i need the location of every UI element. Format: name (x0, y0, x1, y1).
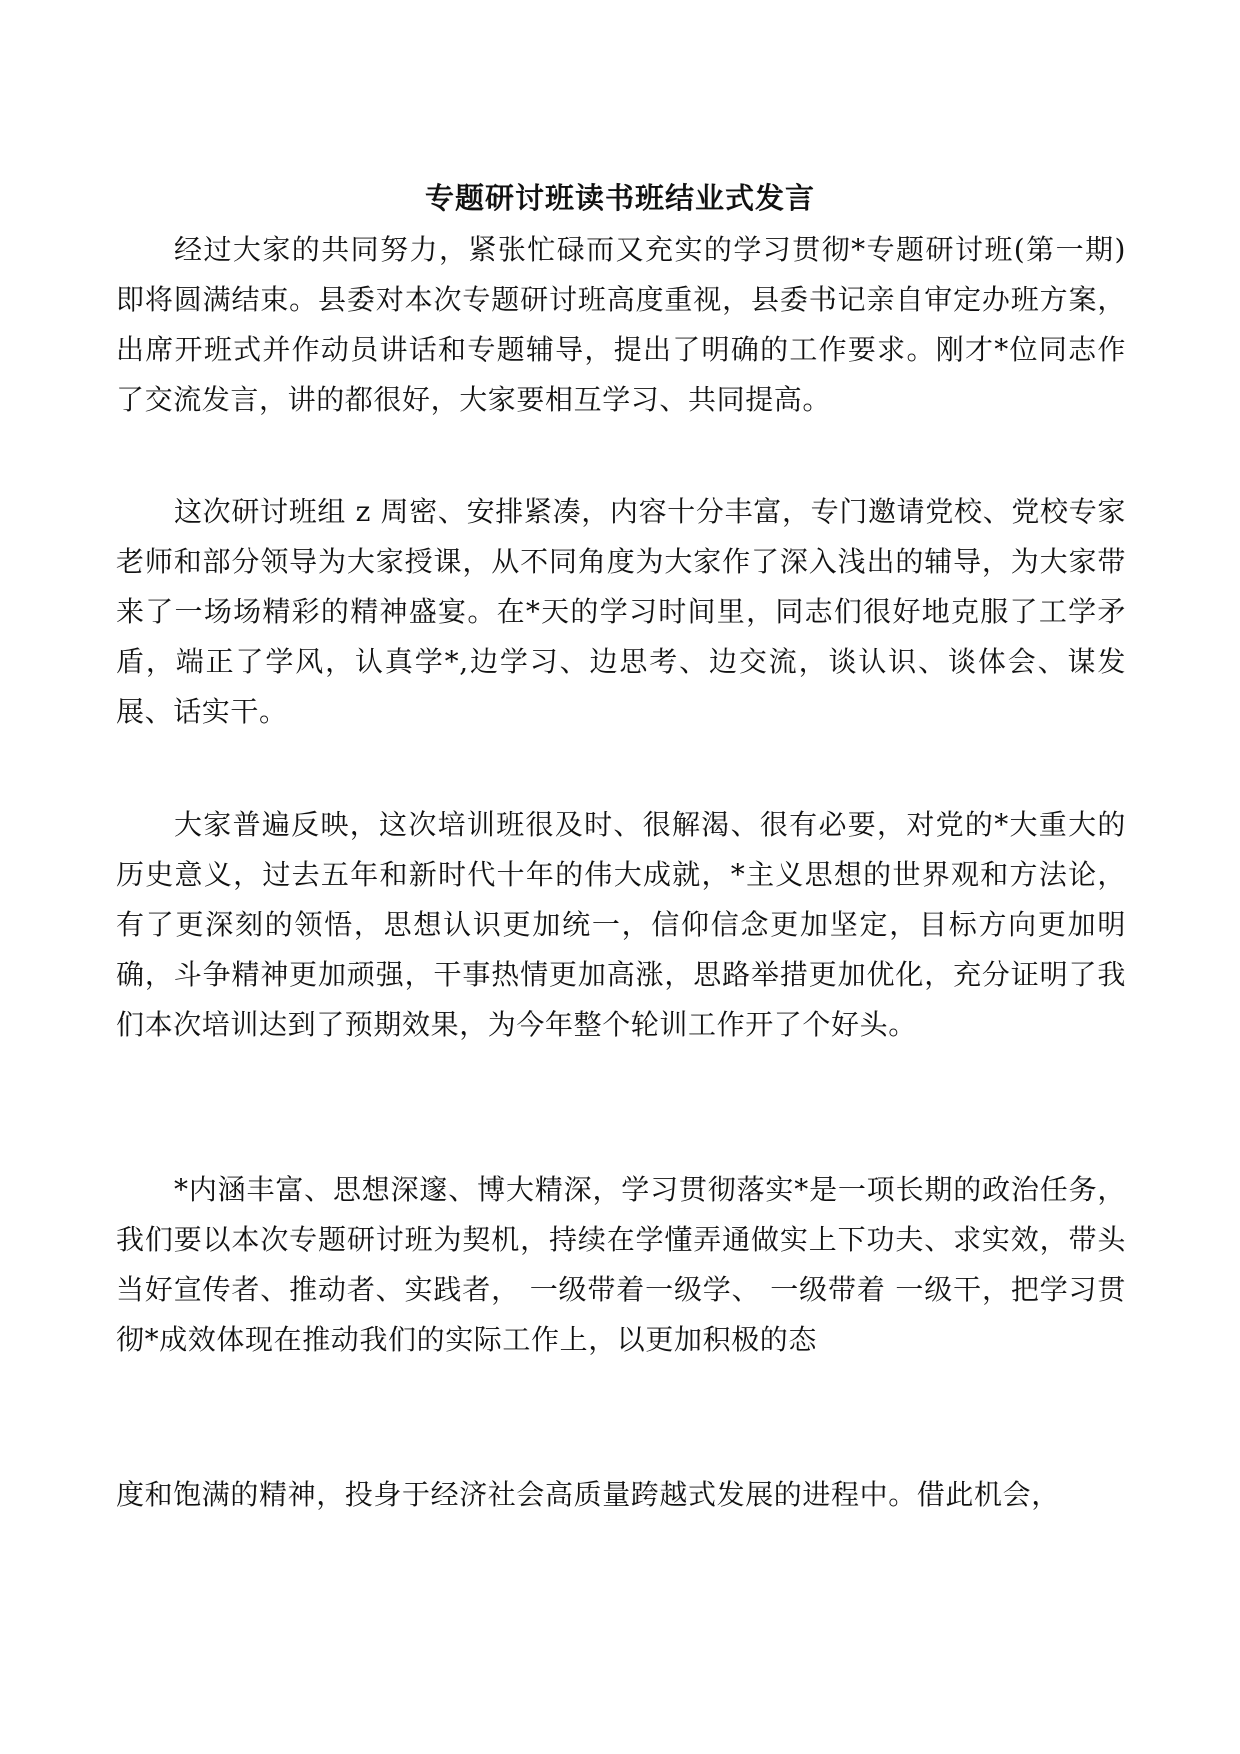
document-title: 专题研讨班读书班结业式发言 (424, 181, 815, 215)
paragraph-4: *内涵丰富、思想深邃、博大精深，学习贯彻落实*是一项长期的政治任务，我们要以本次专题研讨班为契机，持续在学懂弄通做实上下功夫、求实效，带头当好宣传者、推动者、实践者， 一级带着一级学、 一级带着 一级干，把学习贯彻*成效体现在推动我们的实际工作上，以更加积极的态 (116, 1173, 1126, 1356)
paragraph-continuation: 度和饱满的精神，投身于经济社会高质量跨越式发展的进程中。借此机会， (116, 1478, 1060, 1511)
paragraph-1: 经过大家的共同努力，紧张忙碌而又充实的学习贯彻*专题研讨班(第一期)即将圆满结束。县委对本次专题研讨班高度重视，县委书记亲自审定办班方案，出席开班式并作动员讲话和专题辅导，提出了明确的工作要求。刚才*位同志作了交流发言，讲的都很好，大家要相互学习、共同提高。 (116, 233, 1126, 416)
paragraph-3: 大家普遍反映，这次培训班很及时、很解渴、很有必要，对党的*大重大的历史意义，过去五年和新时代十年的伟大成就，*主义思想的世界观和方法论，有了更深刻的领悟，思想认识更加统一，信仰信念更加坚定，目标方向更加明确，斗争精神更加顽强，干事热情更加高涨，思路举措更加优化，充分证明了我们本次培训达到了预期效果，为今年整个轮训工作开了个好头。 (116, 808, 1126, 1041)
paragraph-2: 这次研讨班组 z 周密、安排紧凑，内容十分丰富，专门邀请党校、党校专家老师和部分领导为大家授课，从不同角度为大家作了深入浅出的辅导，为大家带来了一场场精彩的精神盛宴。在*天的学习时间里，同志们很好地克服了工学矛盾，端正了学风，认真学*,边学习、边思考、边交流，谈认识、谈体会、谋发展、话实干。 (116, 495, 1126, 728)
